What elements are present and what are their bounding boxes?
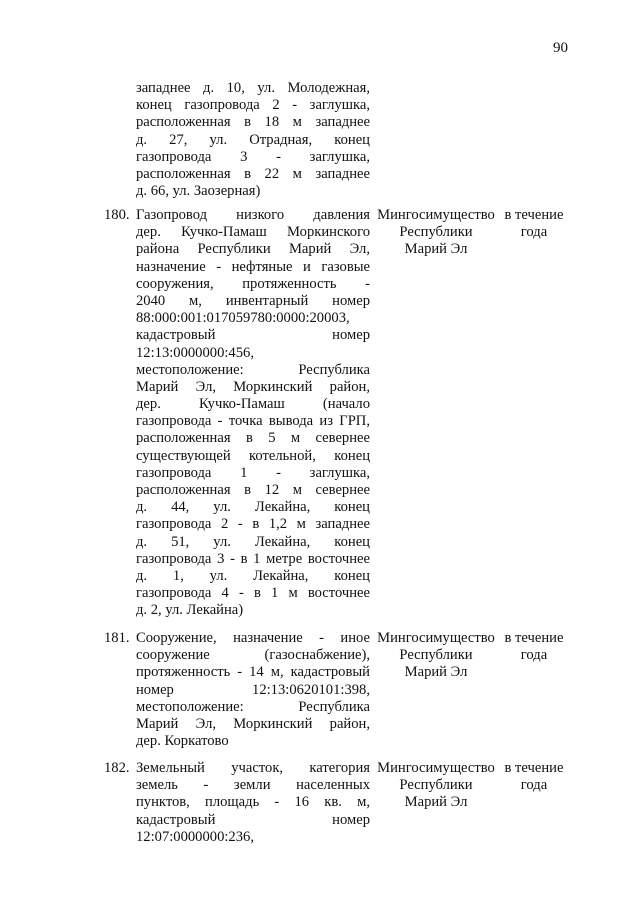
description-line: Земельный участок, категория [136,760,370,776]
description-line: 12:13:0000000:456, [136,344,254,361]
responsible-agency [371,760,501,812]
description-line: газопровода 2 - в 1,2 м западнее [136,516,370,533]
deadline-line: в течение [504,630,564,646]
description-line: местоположение: Республика [136,361,370,378]
responsible-line: Марий Эл [404,794,468,811]
responsible-line: Мингосимущество [377,760,495,776]
deadline-line: года [520,224,548,241]
entry-number: 182. [104,760,130,776]
description-line: пунктов, площадь - 16 кв. м, [136,794,370,811]
description-line: д. 44, ул. Лекайна, конец [136,499,370,516]
deadline [499,207,569,241]
description-line: 2040 м, инвентарный номер [136,292,370,309]
description-line: расположенная в 22 м западнее [136,165,370,182]
description-line: земель - земли населенных [136,777,370,794]
description-line: газопровода 3 - в 1 метре восточнее [136,550,370,567]
description-line: д. 66, ул. Заозерная) [136,183,261,200]
page-number: 90 [553,40,568,56]
deadline [499,760,569,794]
responsible-line: Республики [399,224,473,241]
description-line: назначение - нефтяные и газовые [136,258,370,275]
description-line: 88:000:001:017059780:0000:20003, [136,310,350,327]
deadline-line: в течение [504,760,564,776]
description-line: газопровода - точка вывода из ГРП, [136,413,370,430]
description-line: Марий Эл, Моркинский район, [136,378,370,395]
description-line: расположенная в 5 м севернее [136,430,370,447]
responsible-line: Республики [399,777,473,794]
description-line: д. 2, ул. Лекайна) [136,602,244,619]
description-line: существующей котельной, конец [136,447,370,464]
entry-description [136,630,370,750]
description-line: д. 51, ул. Лекайна, конец [136,533,370,550]
description-line: Газопровод низкого давления [136,207,370,223]
description-line: района Республики Марий Эл, [136,241,370,258]
description-line: сооружения, протяженность - [136,275,370,292]
responsible-line: Марий Эл [404,241,468,258]
responsible-agency [371,630,501,682]
entry-number: 180. [104,207,130,223]
deadline [499,630,569,664]
description-line: д. 27, ул. Отрадная, конец [136,131,370,148]
entry-description [136,760,370,846]
description-line: Марий Эл, Моркинский район, [136,715,370,732]
deadline-line: в течение [504,207,564,223]
deadline-line: года [520,777,548,794]
description-line: газопровода 3 - заглушка, [136,148,370,165]
description-line: д. 1, ул. Лекайна, конец [136,567,370,584]
description-line: сооружение (газоснабжение), [136,647,370,664]
entry-description [136,207,370,620]
description-line: дер. Кучко-Памаш (начало [136,396,370,413]
description-line: западнее д. 10, ул. Молодежная, [136,80,370,96]
description-line: Сооружение, назначение - иное [136,630,370,646]
responsible-line: Мингосимущество [377,207,495,223]
description-line: дер. Кучко-Памаш Моркинского [136,224,370,241]
description-line: протяженность - 14 м, кадастровый [136,664,370,681]
responsible-line: Марий Эл [404,664,468,681]
description-line: кадастровый номер [136,327,370,344]
description-line: расположенная в 18 м западнее [136,114,370,131]
responsible-line: Республики [399,647,473,664]
description-line: газопровода 1 - заглушка, [136,464,370,481]
description-line: конец газопровода 2 - заглушка, [136,97,370,114]
responsible-line: Мингосимущество [377,630,495,646]
description-line: расположенная в 12 м севернее [136,482,370,498]
description-line: местоположение: Республика [136,698,370,715]
entry-number: 181. [104,630,130,646]
continuation-description [136,80,370,200]
responsible-agency [371,207,501,259]
description-line: газопровода 4 - в 1 м восточнее [136,585,370,602]
description-line: дер. Коркатово [136,733,229,750]
deadline-line: года [520,647,548,664]
description-line: номер 12:13:0620101:398, [136,681,370,698]
description-line: 12:07:0000000:236, [136,828,254,845]
description-line: кадастровый номер [136,811,370,828]
